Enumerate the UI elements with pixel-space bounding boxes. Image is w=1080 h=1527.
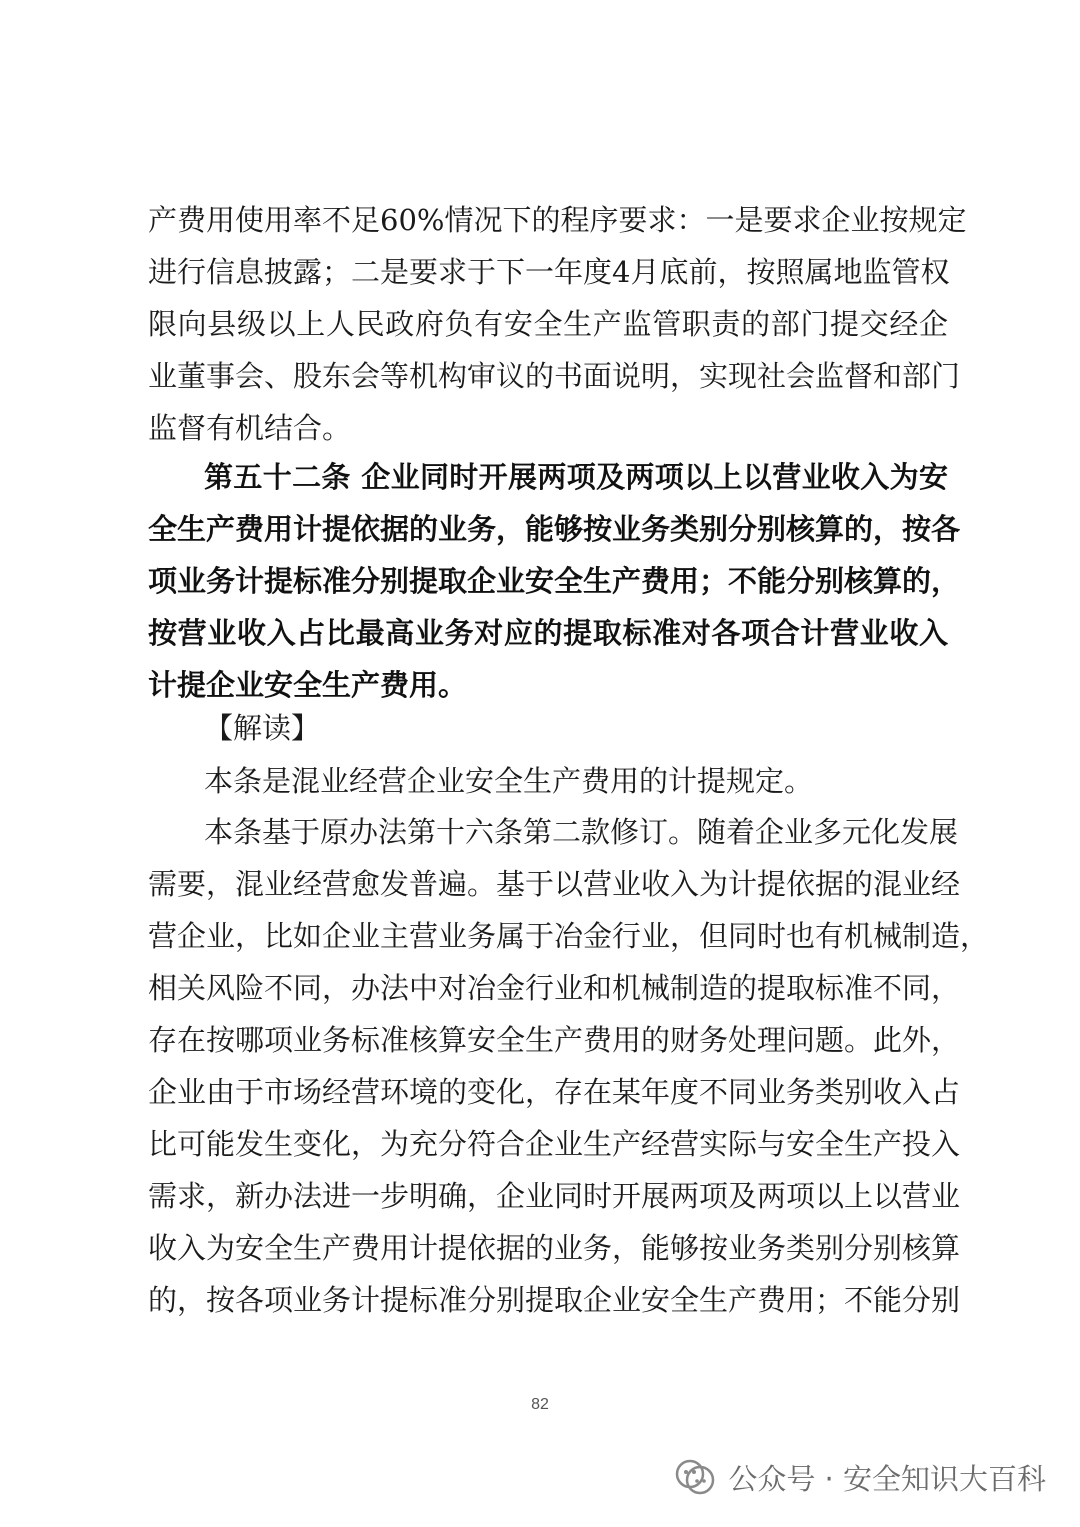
text-line: 业董事会、股东会等机构审议的书面说明，实现社会监督和部门 xyxy=(148,359,961,393)
text-line: 存在按哪项业务标准核算安全生产费用的财务处理问题。此外， xyxy=(148,1023,961,1057)
article-text-line: 项业务计提标准分别提取企业安全生产费用；不能分别核算的， xyxy=(148,564,961,598)
text-line: 营企业，比如企业主营业务属于冶金行业，但同时也有机械制造， xyxy=(148,919,990,953)
text-line: 进行信息披露；二是要求于下一年度4月底前，按照属地监管权 xyxy=(148,255,950,289)
text-line: 产费用使用率不足60%情况下的程序要求：一是要求企业按规定 xyxy=(148,203,967,237)
watermark xyxy=(674,1452,1046,1502)
text-line: 本条基于原办法第十六条第二款修订。随着企业多元化发展 xyxy=(204,815,959,849)
text-line: 限向县级以上人民政府负有安全生产监管职责的部门提交经企 xyxy=(148,307,948,341)
text-line: 收入为安全生产费用计提依据的业务，能够按业务类别分别核算 xyxy=(148,1231,961,1265)
text-line: 需要，混业经营愈发普遍。基于以营业收入为计提依据的混业经 xyxy=(148,867,961,901)
wechat-official-account-icon xyxy=(674,1457,718,1497)
interpretation-heading: 【解读】 xyxy=(204,711,321,745)
article-text-line: 全生产费用计提依据的业务，能够按业务类别分别核算的，按各 xyxy=(148,512,961,546)
article-text-line: 按营业收入占比最高业务对应的提取标准对各项合计营业收入 xyxy=(148,616,948,650)
text-line: 本条是混业经营企业安全生产费用的计提规定。 xyxy=(204,764,814,798)
watermark-text: 公众号 · 安全知识大百科 xyxy=(728,1461,1046,1496)
page-number: 82 xyxy=(531,1396,549,1413)
text-line: 相关风险不同，办法中对冶金行业和机械制造的提取标准不同， xyxy=(148,971,961,1005)
text-line: 需求，新办法进一步明确，企业同时开展两项及两项以上以营业 xyxy=(148,1179,961,1213)
text-line: 企业由于市场经营环境的变化，存在某年度不同业务类别收入占 xyxy=(148,1075,961,1109)
text-line: 的，按各项业务计提标准分别提取企业安全生产费用；不能分别 xyxy=(148,1283,961,1317)
article-text-line: 计提企业安全生产费用。 xyxy=(148,668,468,702)
text-line: 监督有机结合。 xyxy=(148,411,352,445)
article-heading-line: 第五十二条 企业同时开展两项及两项以上以营业收入为安 xyxy=(204,460,948,494)
text-line: 比可能发生变化，为充分符合企业生产经营实际与安全生产投入 xyxy=(148,1127,961,1161)
